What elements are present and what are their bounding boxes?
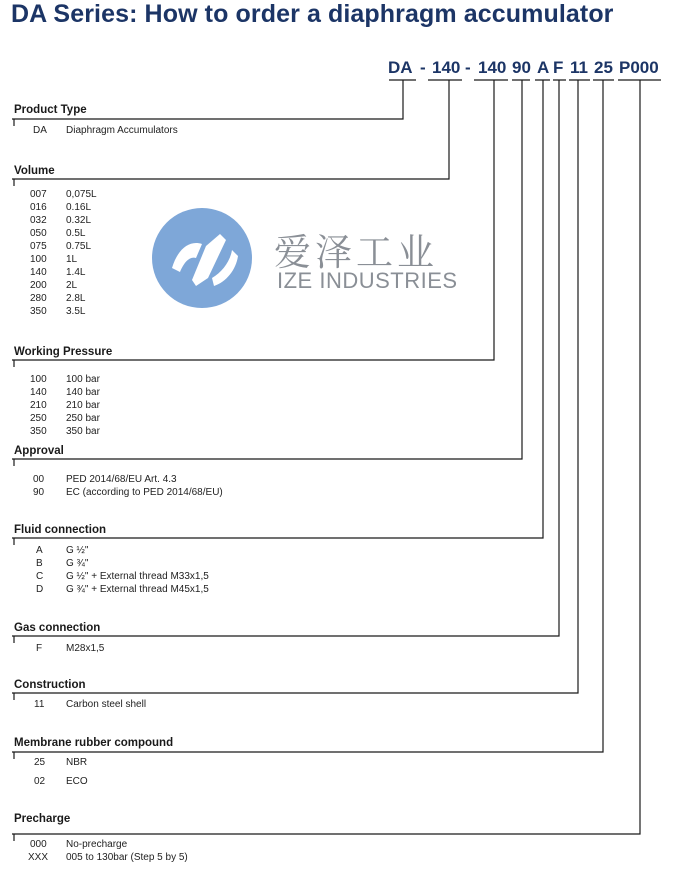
- option-desc: No-precharge: [66, 839, 128, 850]
- section-title-precharge: Precharge: [14, 813, 71, 825]
- option-code: DA: [33, 125, 47, 136]
- section-title-product-type: Product Type: [14, 104, 87, 116]
- option-desc: 350 bar: [66, 426, 100, 437]
- code-separator: -: [420, 58, 426, 77]
- code-membrane: 25: [594, 58, 613, 77]
- option-code: 350: [30, 426, 47, 437]
- option-code: 016: [30, 202, 47, 213]
- section-title-fluid-connection: Fluid connection: [14, 524, 106, 536]
- option-desc: 005 to 130bar (Step 5 by 5): [66, 852, 188, 863]
- option-code: 200: [30, 280, 47, 291]
- option-desc: 0.75L: [66, 241, 92, 252]
- option-desc: M28x1,5: [66, 643, 105, 654]
- option-code: XXX: [28, 852, 49, 863]
- option-desc: 0.5L: [66, 228, 86, 239]
- connector-fluid-connection: [12, 80, 543, 538]
- option-desc: Carbon steel shell: [66, 699, 147, 710]
- option-desc: 2.8L: [66, 293, 86, 304]
- option-desc: 250 bar: [66, 413, 100, 424]
- code-pressure: 140: [478, 58, 507, 77]
- option-code: A: [36, 545, 43, 556]
- code-fluid-connection: A: [537, 58, 550, 77]
- connector-precharge: [12, 80, 640, 834]
- section-title-volume: Volume: [14, 165, 55, 177]
- code-approval: 90: [512, 58, 531, 77]
- option-code: 007: [30, 189, 47, 200]
- option-desc: 100 bar: [66, 374, 100, 385]
- section-title-working-pressure: Working Pressure: [14, 346, 113, 358]
- option-desc: 0.16L: [66, 202, 92, 213]
- option-code: 250: [30, 413, 47, 424]
- option-desc: EC (according to PED 2014/68/EU): [66, 487, 223, 498]
- option-desc: 3.5L: [66, 306, 86, 317]
- option-desc: 0,075L: [66, 189, 97, 200]
- option-code: 032: [30, 215, 47, 226]
- watermark-chinese-text: 爱泽工业: [274, 231, 438, 274]
- option-code: 140: [30, 387, 47, 398]
- option-code: 90: [33, 487, 45, 498]
- connector-gas-connection: [12, 80, 559, 636]
- watermark-english-text: IZE INDUSTRIES: [277, 268, 458, 293]
- code-precharge: P000: [619, 58, 659, 77]
- option-desc: G ½" + External thread M33x1,5: [66, 571, 209, 582]
- option-code: 11: [34, 699, 45, 710]
- option-code: F: [36, 643, 43, 654]
- code-construction: 11: [570, 58, 588, 77]
- option-code: 140: [30, 267, 47, 278]
- option-code: D: [36, 584, 44, 595]
- option-code: 100: [30, 254, 47, 265]
- option-code: 050: [30, 228, 47, 239]
- option-desc: 2L: [66, 280, 78, 291]
- option-desc: Diaphragm Accumulators: [66, 125, 178, 136]
- option-desc: 210 bar: [66, 400, 100, 411]
- section-title-membrane-rubber-compound: Membrane rubber compound: [14, 737, 174, 749]
- option-desc: 0.32L: [66, 215, 92, 226]
- option-code: 100: [30, 374, 47, 385]
- option-code: 25: [34, 757, 46, 768]
- option-code: 075: [30, 241, 47, 252]
- option-code: 00: [33, 474, 45, 485]
- section-title-construction: Construction: [14, 679, 86, 691]
- option-code: 210: [30, 400, 47, 411]
- code-gas-connection: F: [553, 58, 564, 77]
- option-code: 280: [30, 293, 47, 304]
- code-volume: 140: [432, 58, 461, 77]
- page-title: DA Series: How to order a diaphragm accumulator: [11, 0, 614, 28]
- section-title-gas-connection: Gas connection: [14, 622, 101, 634]
- option-desc: 140 bar: [66, 387, 100, 398]
- section-title-approval: Approval: [14, 445, 64, 457]
- code-series: DA: [388, 58, 413, 77]
- option-desc: ECO: [66, 776, 88, 787]
- option-desc: G ¾" + External thread M45x1,5: [66, 584, 209, 595]
- code-separator: -: [465, 58, 471, 77]
- option-desc: PED 2014/68/EU Art. 4.3: [66, 474, 177, 485]
- option-code: 350: [30, 306, 47, 317]
- option-desc: G ½": [66, 545, 89, 556]
- option-code: 02: [34, 776, 46, 787]
- option-desc: 1L: [66, 254, 78, 265]
- option-code: B: [36, 558, 43, 569]
- option-desc: G ¾": [66, 558, 89, 569]
- option-desc: 1.4L: [66, 267, 86, 278]
- option-code: C: [36, 571, 44, 582]
- option-code: 000: [30, 839, 47, 850]
- option-desc: NBR: [66, 757, 88, 768]
